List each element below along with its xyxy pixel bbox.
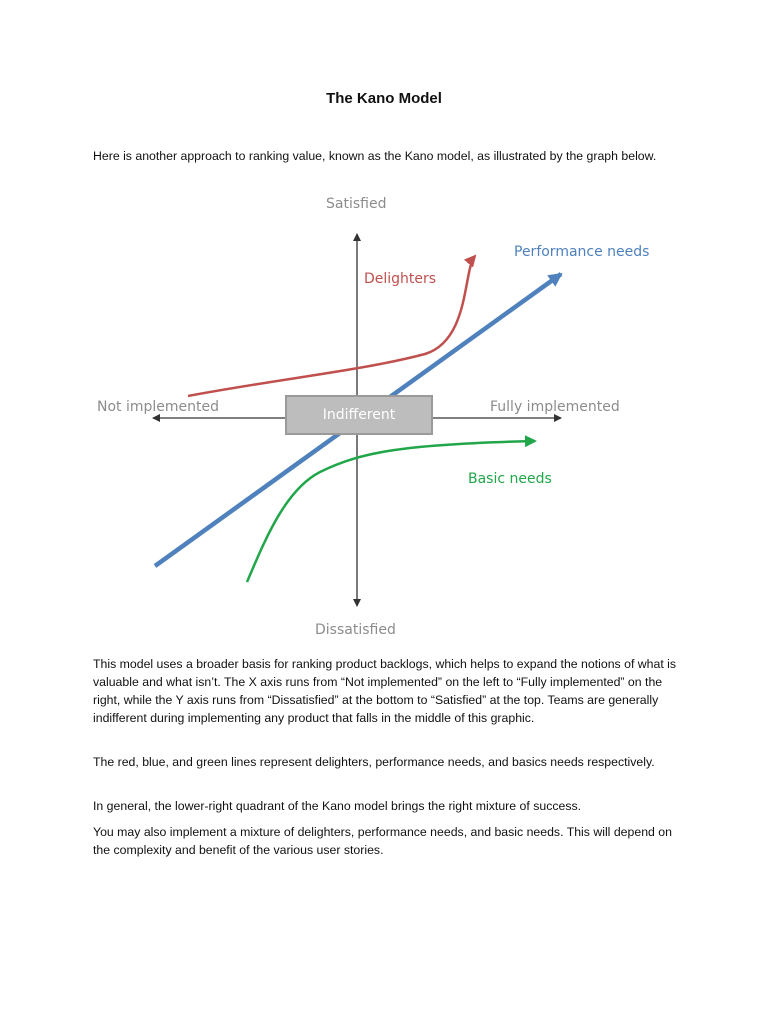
body-paragraph: You may also implement a mixture of delighters, performance needs, and basic needs. This will depend on the complexity and benefit of the various user stories. [93,825,672,857]
axis-label-not-implemented: Not implemented [97,399,220,415]
body-paragraph: The red, blue, and green lines represent delighters, performance needs, and basics needs respectively. [93,755,655,769]
axis-label-dissatisfied: Dissatisfied [315,622,396,638]
basic-needs-curve [247,441,535,582]
performance-needs-label: Performance needs [514,244,650,260]
basic-needs-label: Basic needs [468,471,552,487]
intro-paragraph: Here is another approach to ranking value, known as the Kano model, as illustrated by the graph below. [93,149,657,163]
delighters-label: Delighters [364,271,437,287]
axis-label-fully-implemented: Fully implemented [490,399,620,415]
page-title: The Kano Model [326,90,442,107]
indifferent-box: Indifferent [285,395,433,435]
body-paragraph: In general, the lower-right quadrant of the Kano model brings the right mixture of success. [93,799,582,813]
kano-diagram [85,190,685,645]
body-paragraph: This model uses a broader basis for ranking product backlogs, which helps to expand the notions of what is valuable and what isn’t. The X axis runs from “Not implemented” on the left to “Fully implemented” on the right, while the Y axis runs from “Dissatisfied” at the bottom to “Satisfied” at the top. Teams are generally indifferent during implementing any product that falls in the middle of this graphic. [93,657,677,725]
axis-label-satisfied: Satisfied [326,196,387,212]
